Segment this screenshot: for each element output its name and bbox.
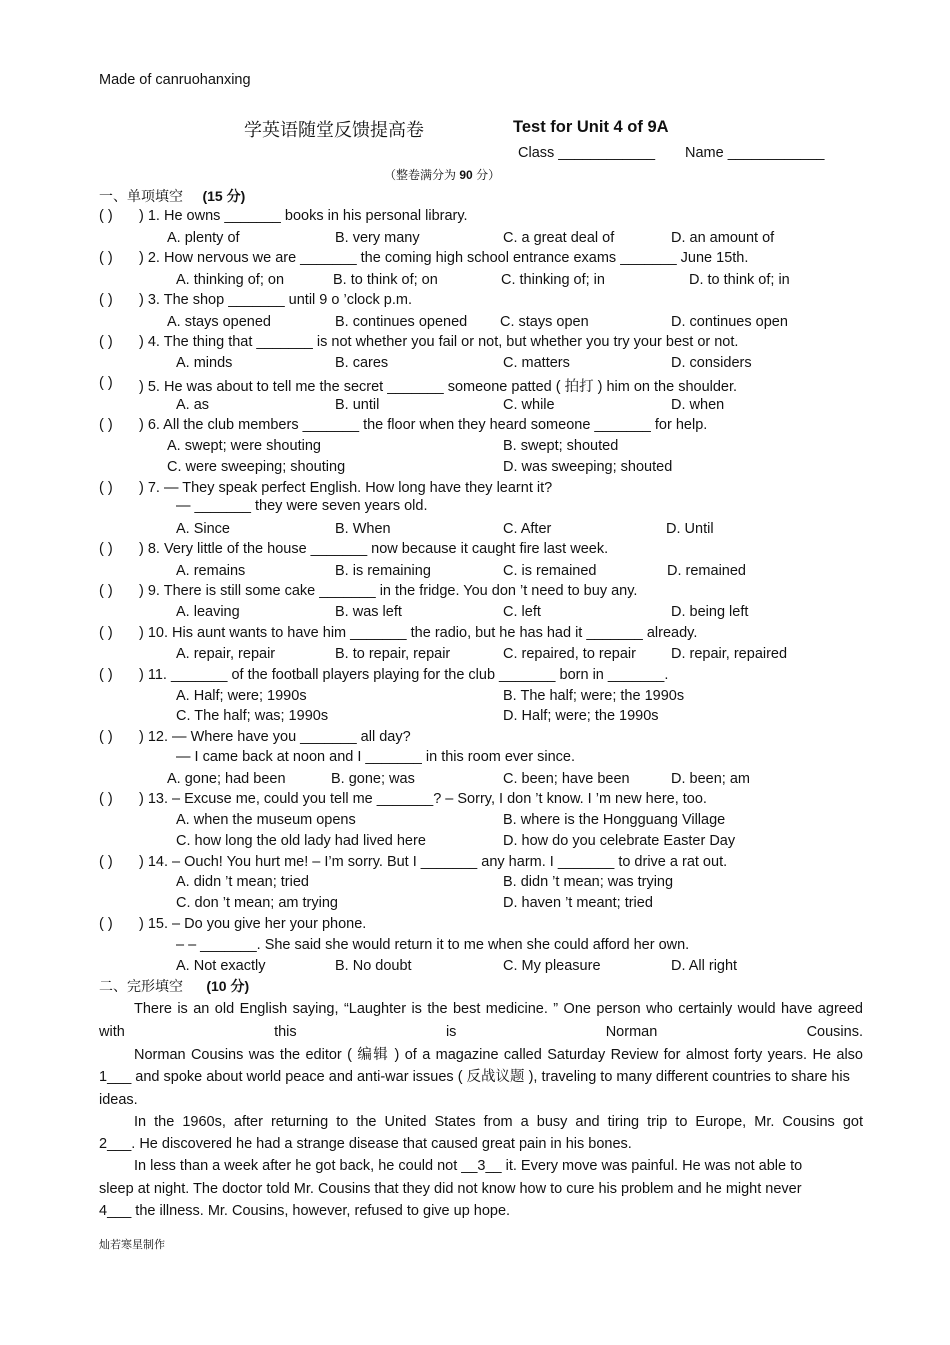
question-11-option-c[interactable]: C. The half; was; 1990s xyxy=(176,708,329,724)
question-9-option-a[interactable]: A. leaving xyxy=(176,604,240,620)
question-15-option-a[interactable]: A. Not exactly xyxy=(176,958,266,974)
question-7-option-b[interactable]: B. When xyxy=(335,521,391,537)
question-12-option-c[interactable]: C. been; have been xyxy=(503,771,630,787)
question-4-option-d[interactable]: D. considers xyxy=(671,355,752,371)
page-title-chinese: 学英语随堂反馈提高卷 xyxy=(244,120,424,141)
question-1-option-c[interactable]: C. a great deal of xyxy=(503,230,615,246)
question-6-text: ) 6. All the club members _______ the floor when they heard someone _______ for help. xyxy=(139,417,708,433)
question-9-option-d[interactable]: D. being left xyxy=(671,604,749,620)
question-6-option-c[interactable]: C. were sweeping; shouting xyxy=(167,459,346,475)
answer-blank-13[interactable]: ( ) xyxy=(99,791,113,807)
answer-blank-1[interactable]: ( ) xyxy=(99,208,113,224)
section-2-heading xyxy=(99,976,249,996)
class-field[interactable]: Class ____________ xyxy=(518,145,656,161)
passage-paragraph-1: There is an old English saying, “Laughter is the best medicine. ” One person who certainly would have agreed with this is Norman Cousins. xyxy=(99,1001,863,1040)
question-7-option-c[interactable]: C. After xyxy=(503,521,552,537)
answer-blank-2[interactable]: ( ) xyxy=(99,250,113,266)
question-8-option-d[interactable]: D. remained xyxy=(667,563,746,579)
question-9-option-b[interactable]: B. was left xyxy=(335,604,402,620)
section-1-points: (15 分) xyxy=(202,188,246,204)
question-1-option-a[interactable]: A. plenty of xyxy=(167,230,240,246)
question-10-option-d[interactable]: D. repair, repaired xyxy=(671,646,788,662)
question-2-option-b[interactable]: B. to think of; on xyxy=(333,272,438,288)
question-10-text: ) 10. His aunt wants to have him _______ the radio, but he has had it _______ already. xyxy=(139,625,698,641)
section-2-title: 二、完形填空 xyxy=(99,978,183,994)
question-10-option-a[interactable]: A. repair, repair xyxy=(176,646,276,662)
question-14-option-c[interactable]: C. don ’t mean; am trying xyxy=(176,895,338,911)
question-6-option-a[interactable]: A. swept; were shouting xyxy=(167,438,321,454)
question-11-option-a[interactable]: A. Half; were; 1990s xyxy=(176,688,307,704)
question-15-option-b[interactable]: B. No doubt xyxy=(335,958,412,974)
question-12-text: ) 12. — Where have you _______ all day? xyxy=(139,729,411,745)
question-10-option-c[interactable]: C. repaired, to repair xyxy=(503,646,636,662)
passage-paragraph-2-rest: 1___ and spoke about world peace and anti-war issues ( 反战议题 ), traveling to many different countries to share his ideas. xyxy=(99,1069,850,1108)
question-11-option-d[interactable]: D. Half; were; the 1990s xyxy=(503,708,659,724)
question-7-option-a[interactable]: A. Since xyxy=(176,521,230,537)
passage-paragraph-4-line-3: 4___ the illness. Mr. Cousins, however, refused to give up hope. xyxy=(99,1203,511,1219)
full-score-note xyxy=(384,166,500,183)
question-4-option-c[interactable]: C. matters xyxy=(503,355,570,371)
page-title-english: Test for Unit 4 of 9A xyxy=(513,118,669,136)
question-7-text-continued: — _______ they were seven years old. xyxy=(176,498,428,514)
question-14-option-d[interactable]: D. haven ’t meant; tried xyxy=(503,895,653,911)
question-14-option-b[interactable]: B. didn ’t mean; was trying xyxy=(503,874,674,890)
question-6-option-b[interactable]: B. swept; shouted xyxy=(503,438,619,454)
question-15-option-c[interactable]: C. My pleasure xyxy=(503,958,601,974)
name-field[interactable]: Name ____________ xyxy=(685,145,825,161)
question-13-option-a[interactable]: A. when the museum opens xyxy=(176,812,356,828)
question-2-text: ) 2. How nervous we are _______ the coming high school entrance exams _______ June 15th. xyxy=(139,250,749,266)
section-2-points: (10 分) xyxy=(206,978,250,994)
passage-paragraph-4-line-1: In less than a week after he got back, he could not __3__ it. Every move was painful. He was not able to xyxy=(134,1158,803,1174)
question-13-option-c[interactable]: C. how long the old lady had lived here xyxy=(176,833,426,849)
question-5-option-a[interactable]: A. as xyxy=(176,397,210,413)
answer-blank-12[interactable]: ( ) xyxy=(99,729,113,745)
question-4-option-b[interactable]: B. cares xyxy=(335,355,389,371)
question-3-option-b[interactable]: B. continues opened xyxy=(335,314,468,330)
passage-paragraph-4-line-2: sleep at night. The doctor told Mr. Cousins that they did not know how to cure his problem and he might never xyxy=(99,1181,802,1197)
answer-blank-15[interactable]: ( ) xyxy=(99,916,113,932)
question-13-option-b[interactable]: B. where is the Hongguang Village xyxy=(503,812,726,828)
answer-blank-14[interactable]: ( ) xyxy=(99,854,113,870)
answer-blank-11[interactable]: ( ) xyxy=(99,667,113,683)
full-score-suffix: 分） xyxy=(476,168,501,182)
question-10-option-b[interactable]: B. to repair, repair xyxy=(335,646,451,662)
question-13-text: ) 13. – Excuse me, could you tell me _______? – Sorry, I don ’t know. I ’m new here, too. xyxy=(139,791,707,807)
question-6-option-d[interactable]: D. was sweeping; shouted xyxy=(503,459,673,475)
question-3-text: ) 3. The shop _______ until 9 o ’clock p.m. xyxy=(139,292,412,308)
question-3-option-d[interactable]: D. continues open xyxy=(671,314,788,330)
header-note: Made of canruohanxing xyxy=(99,72,251,88)
question-8-option-b[interactable]: B. is remaining xyxy=(335,563,431,579)
question-12-text-continued: — I came back at noon and I _______ in this room ever since. xyxy=(176,749,575,765)
question-5-option-b[interactable]: B. until xyxy=(335,397,380,413)
answer-blank-5[interactable]: ( ) xyxy=(99,375,113,391)
question-15-text-continued: – – _______. She said she would return it to me when she could afford her own. xyxy=(176,937,690,953)
section-1-title: 一、单项填空 xyxy=(99,188,183,204)
question-11-option-b[interactable]: B. The half; were; the 1990s xyxy=(503,688,685,704)
question-1-text: ) 1. He owns _______ books in his personal library. xyxy=(139,208,468,224)
answer-blank-4[interactable]: ( ) xyxy=(99,334,113,350)
question-1-option-d[interactable]: D. an amount of xyxy=(671,230,775,246)
question-2-option-a[interactable]: A. thinking of; on xyxy=(176,272,285,288)
question-12-option-d[interactable]: D. been; am xyxy=(671,771,750,787)
question-15-text: ) 15. – Do you give her your phone. xyxy=(139,916,367,932)
question-7-option-d[interactable]: D. Until xyxy=(666,521,714,537)
question-5-option-d[interactable]: D. when xyxy=(671,397,725,413)
question-15-option-d[interactable]: D. All right xyxy=(671,958,738,974)
answer-blank-9[interactable]: ( ) xyxy=(99,583,113,599)
question-13-option-d[interactable]: D. how do you celebrate Easter Day xyxy=(503,833,736,849)
question-4-text: ) 4. The thing that _______ is not whether you fail or not, but whether you try your best or not. xyxy=(139,334,739,350)
passage-paragraph-2-line-1: Norman Cousins was the editor ( 编辑 ) of a magazine called Saturday Review for almost forty years. He also xyxy=(134,1047,863,1063)
question-9-text: ) 9. There is still some cake _______ in the fridge. You don ’t need to buy any. xyxy=(139,583,638,599)
question-14-text: ) 14. – Ouch! You hurt me! – I’m sorry. But I _______ any harm. I _______ to drive a rat out. xyxy=(139,854,728,870)
answer-blank-10[interactable]: ( ) xyxy=(99,625,113,641)
answer-blank-7[interactable]: ( ) xyxy=(99,480,113,496)
question-3-option-a[interactable]: A. stays opened xyxy=(167,314,271,330)
question-9-option-c[interactable]: C. left xyxy=(503,604,541,620)
answer-blank-3[interactable]: ( ) xyxy=(99,292,113,308)
question-8-option-a[interactable]: A. remains xyxy=(176,563,246,579)
question-2-option-c[interactable]: C. thinking of; in xyxy=(501,272,605,288)
question-3-option-c[interactable]: C. stays open xyxy=(500,314,589,330)
question-4-option-a[interactable]: A. minds xyxy=(176,355,233,371)
answer-blank-8[interactable]: ( ) xyxy=(99,541,113,557)
footer-note: 灿若寒星制作 xyxy=(99,1238,165,1251)
passage-paragraph-3-line-1: In the 1960s, after returning to the United States from a busy and tiring trip to Europe, Mr. Cousins got xyxy=(134,1114,863,1130)
question-5-text: ) 5. He was about to tell me the secret _______ someone patted ( 拍打 ) him on the shoulder. xyxy=(139,379,738,395)
question-8-option-c[interactable]: C. is remained xyxy=(503,563,597,579)
full-score-value: 90 xyxy=(459,168,473,182)
question-8-text: ) 8. Very little of the house _______ now because it caught fire last week. xyxy=(139,541,609,557)
section-1-heading xyxy=(99,186,245,206)
question-14-option-a[interactable]: A. didn ’t mean; tried xyxy=(176,874,309,890)
question-5-option-c[interactable]: C. while xyxy=(503,397,555,413)
answer-blank-6[interactable]: ( ) xyxy=(99,417,113,433)
question-12-option-a[interactable]: A. gone; had been xyxy=(167,771,286,787)
full-score-prefix: （整卷满分为 xyxy=(384,168,457,182)
question-1-option-b[interactable]: B. very many xyxy=(335,230,420,246)
question-2-option-d[interactable]: D. to think of; in xyxy=(689,272,790,288)
question-12-option-b[interactable]: B. gone; was xyxy=(331,771,415,787)
passage-paragraph-3-rest: 2___. He discovered he had a strange disease that caused great pain in his bones. xyxy=(99,1136,632,1152)
question-11-text: ) 11. _______ of the football players playing for the club _______ born in _______. xyxy=(139,667,669,683)
question-7-text: ) 7. — They speak perfect English. How long have they learnt it? xyxy=(139,480,553,496)
